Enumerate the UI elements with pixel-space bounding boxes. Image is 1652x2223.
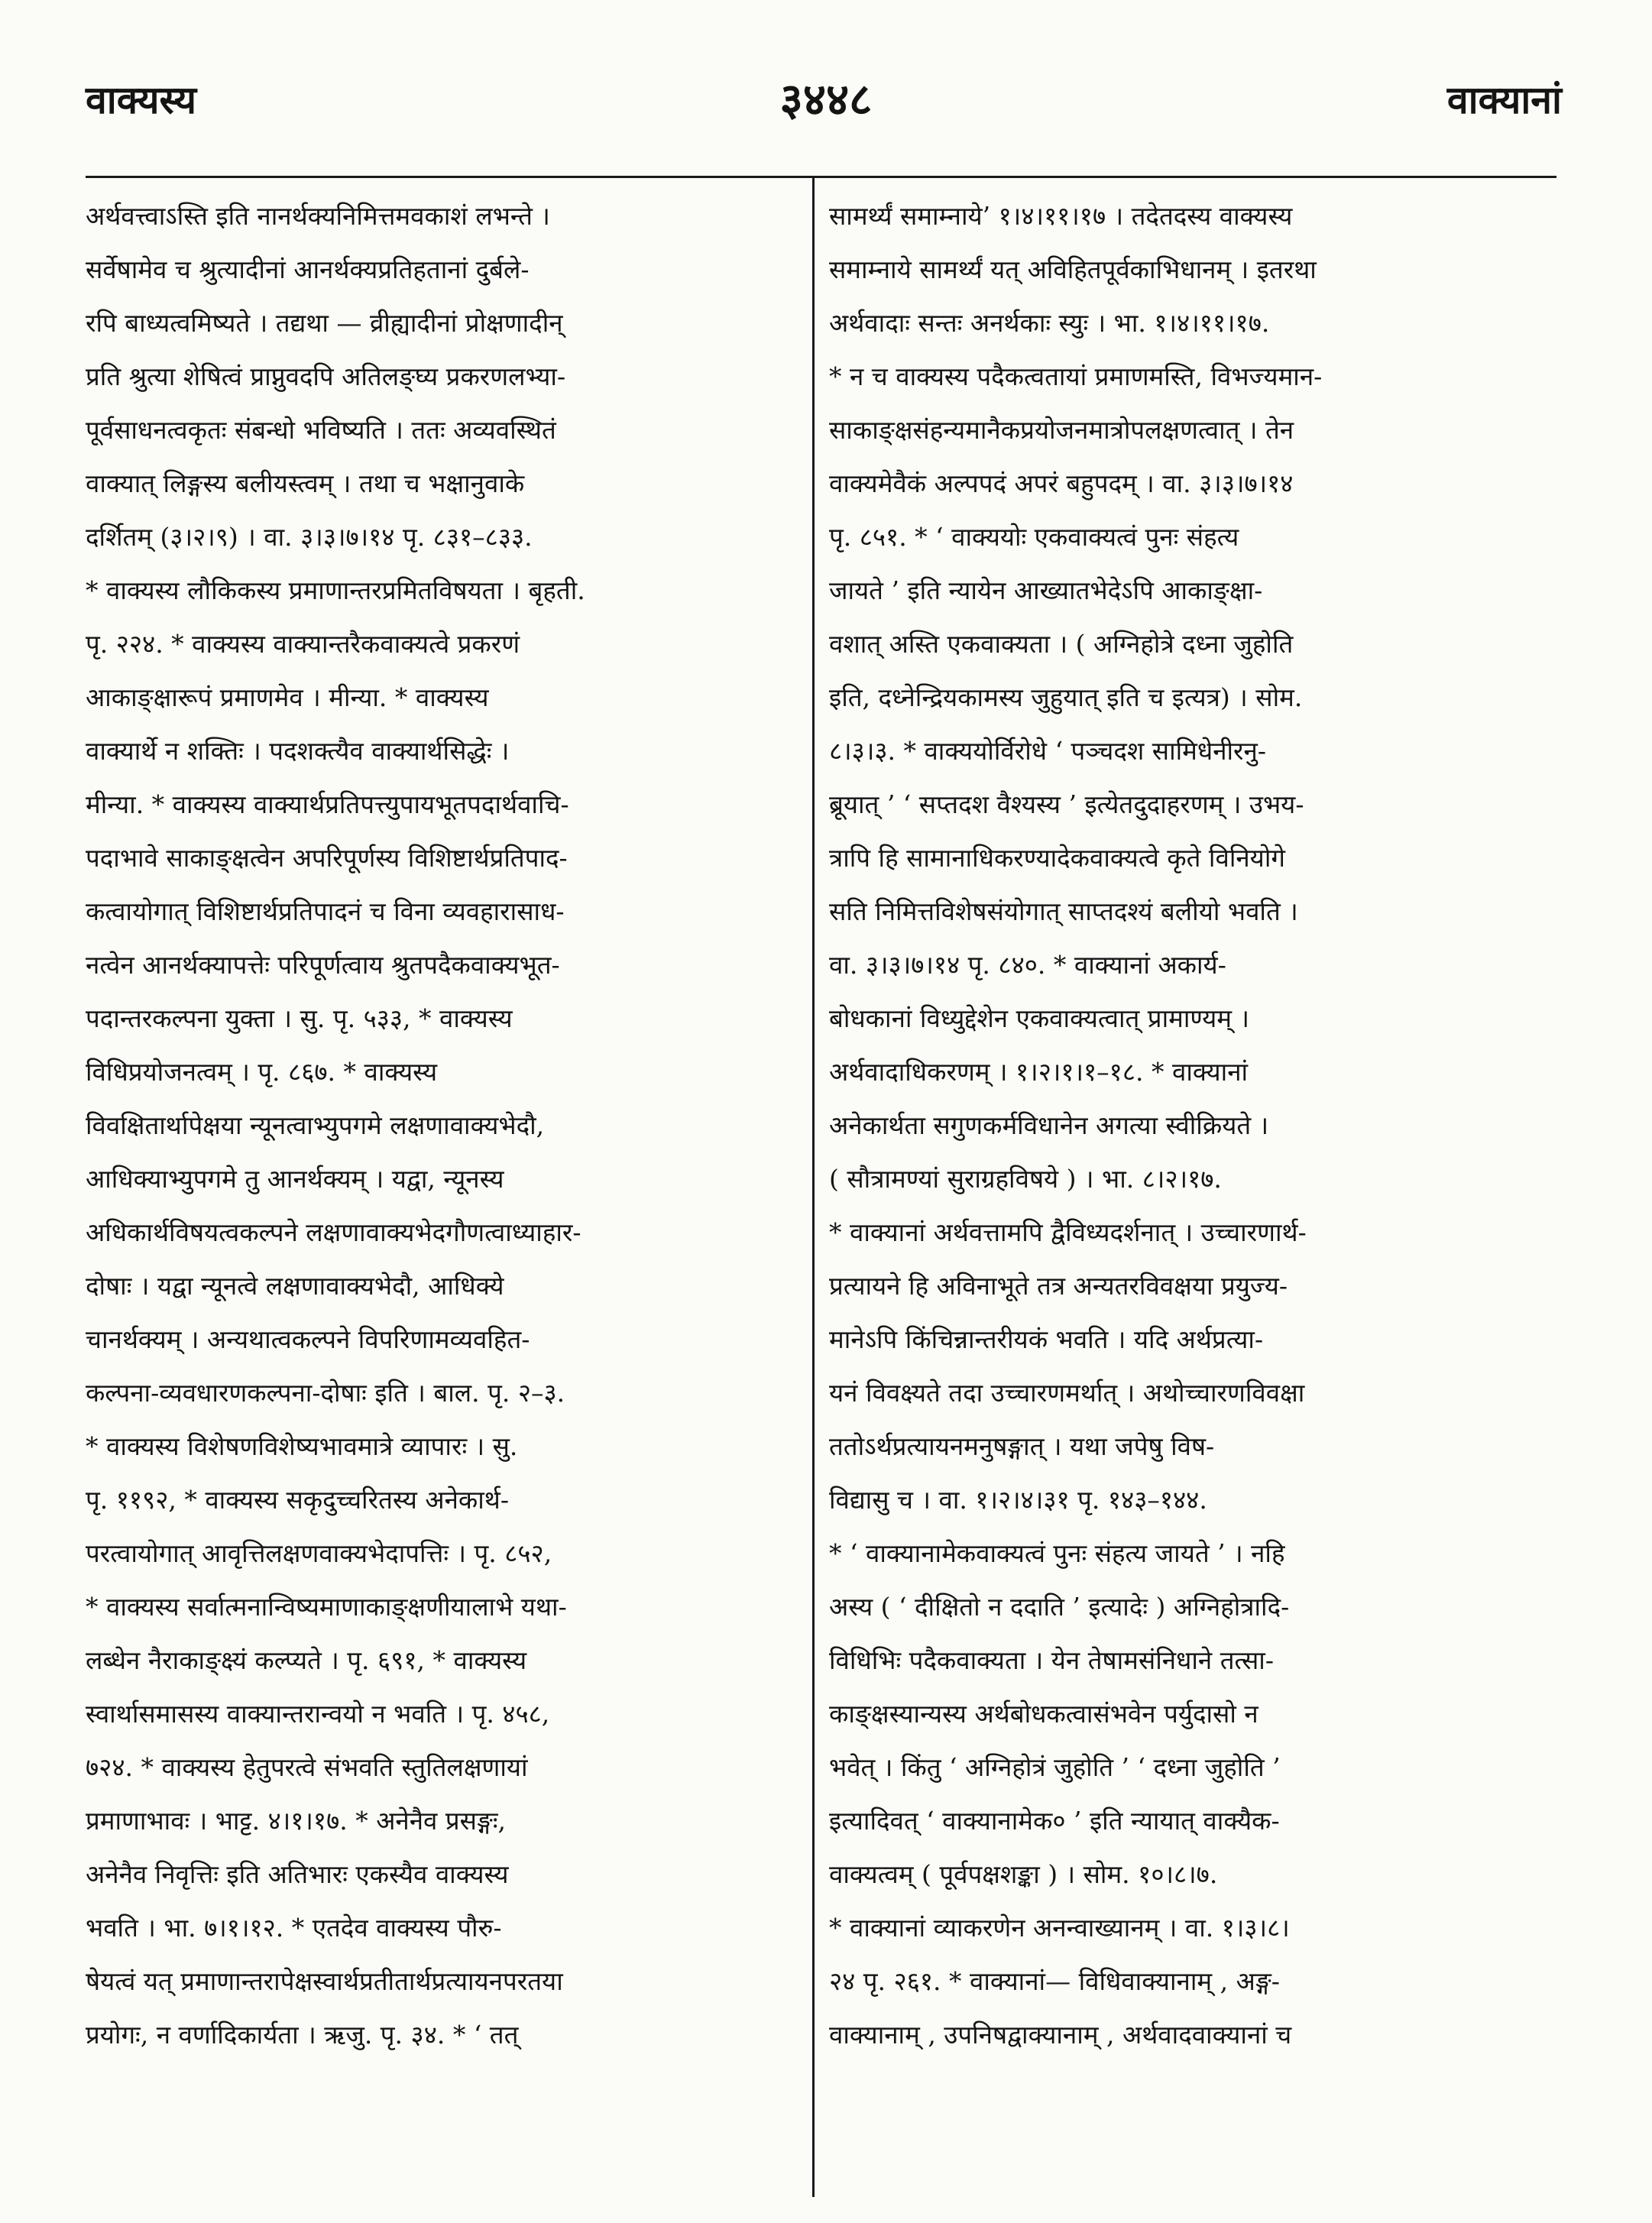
text-line [829,992,1556,1045]
text-line [86,992,789,1045]
text-line-content: * वाक्यस्य सर्वात्मनान्विष्यमाणाकाङ्क्षणीयालाभे यथा- [86,1592,567,1622]
text-line-content: पूर्वसाधनत्वकृतः संबन्धो भविष्यति । ततः अव्यवस्थितं [86,415,556,445]
text-line-content: सर्वेषामेव च श्रुत्यादीनां आनर्थक्यप्रतिहतानां दुर्बले- [86,254,530,284]
text-line-content: पदान्तरकल्पना युक्ता । सु. पृ. ५३३, * वाक्यस्य [86,1003,513,1033]
text-line-content: त्रापि हि सामानाधिकरण्यादेकवाक्यत्वे कृते विनियोगे [829,843,1285,873]
text-line [86,457,789,510]
text-line [86,1741,789,1794]
text-line [86,1687,789,1741]
text-line [829,1901,1556,1955]
text-line [829,1741,1556,1794]
text-line-content: प्रमाणाभावः । भाट्ट. ४।१।१७. * अनेनैव प्रसङ्गः, [86,1806,507,1836]
text-line-content: पदाभावे साकाङ्क्षत्वेन अपरिपूर्णस्य विशिष्टार्थप्रतिपाद- [86,843,568,873]
left-column [86,190,789,2192]
text-line [829,617,1556,671]
text-line [829,297,1556,350]
text-line-content: नत्वेन आनर्थक्यापत्तेः परिपूर्णत्वाय श्रुतपदैकवाक्यभूत- [86,950,560,980]
text-line-content: ब्रूयात् ’ ‘ सप्तदश वैश्यस्य ’ इत्येतदुदाहरणम् । उभय- [829,789,1304,819]
text-line-content: सति निमित्तविशेषसंयोगात् साप्तदश्यं बलीयो भवति । [829,896,1298,926]
text-line [829,724,1556,778]
text-line [829,1848,1556,1901]
text-line-content: बोधकानां विध्युद्देशेन एकवाक्यत्वात् प्रामाण्यम् । [829,1003,1249,1033]
text-line-content: पृ. ११९२, * वाक्यस्य सकृदुच्चरितस्य अनेकार्थ- [86,1485,510,1515]
text-line-content: ( सौत्रामण्यां सुराग्रहविषये ) । भा. ८।२।१७. [829,1164,1222,1194]
text-line [86,1313,789,1366]
text-line [86,1420,789,1473]
text-line-content: समाम्नाये सामर्थ्यं यत् अविहितपूर्वकाभिधानम् । इतरथा [829,254,1317,284]
text-line-content: विद्यासु च । वा. १।२।४।३१ पृ. १४३–१४४. [829,1485,1207,1515]
text-line-content: इति, दध्नेन्द्रियकामस्य जुहुयात् इति च इत्यत्र) । सोम. [829,682,1303,712]
text-line-content: परत्वायोगात् आवृत्तिलक्षणवाक्यभेदापत्तिः । पृ. ८५२, [86,1538,552,1568]
text-line [86,885,789,938]
text-line-content: * वाक्यस्य लौकिकस्य प्रमाणान्तरप्रमितविषयता । बृहती. [86,575,585,605]
text-line [829,1634,1556,1687]
text-line-content: वा. ३।३।७।१४ पृ. ८४०. * वाक्यानां अकार्य- [829,950,1226,980]
text-line-content: वाक्यार्थे न शक्तिः । पदशक्त्यैव वाक्यार्थसिद्धेः । [86,736,510,766]
text-line [829,190,1556,243]
text-line-content: मानेऽपि किंचिन्नान्तरीयकं भवति । यदि अर्थप्रत्या- [829,1324,1264,1354]
text-line-content: * वाक्यस्य विशेषणविशेष्यभावमात्रे व्यापारः । सु. [86,1431,518,1461]
text-line [829,778,1556,831]
text-line-content: इत्यादिवत् ‘ वाक्यानामेक० ’ इति न्यायात् वाक्यैक- [829,1806,1280,1836]
text-line [86,617,789,671]
text-line-content: काङ्क्षस्यान्यस्य अर्थबोधकत्वासंभवेन पर्युदासो न [829,1699,1258,1729]
text-line-content: विधिभिः पदैकवाक्यता । येन तेषामसंनिधाने तत्सा- [829,1645,1274,1675]
text-line [829,831,1556,885]
text-line-content: सामर्थ्यं समाम्नाये’ १।४।११।१७ । तदेतदस्य वाक्यस्य [829,201,1293,231]
text-line [86,1473,789,1527]
text-line-content: कल्पना-व्यवधारणकल्पना-दोषाः इति । बाल. पृ. २–३. [86,1378,565,1408]
text-line [86,1206,789,1259]
right-column [829,190,1556,2192]
text-line [829,1152,1556,1206]
header-rule [86,176,1556,178]
text-line [86,190,789,243]
text-line-content: वाक्यानाम् , उपनिषद्वाक्यानाम् , अर्थवादवाक्यानां च [829,2020,1292,2050]
text-line-content: षेयत्वं यत् प्रमाणान्तरापेक्षस्वार्थप्रतीतार्थप्रत्यायनपरतया [86,1966,563,1996]
text-line-content: आधिक्याभ्युपगमे तु आनर्थक्यम् । यद्वा, न्यूनस्य [86,1164,504,1194]
text-line [86,510,789,564]
text-line [829,2008,1556,2062]
text-line [86,2008,789,2062]
text-line [86,1634,789,1687]
text-line [829,510,1556,564]
text-line [829,938,1556,992]
text-line [829,350,1556,403]
text-line [86,724,789,778]
text-line [829,1313,1556,1366]
text-line-content: प्रत्यायने हि अविनाभूते तत्र अन्यतरविवक्षया प्रयुज्य- [829,1271,1288,1301]
text-line-content: अनेकार्थता सगुणकर्मविधानेन अगत्या स्वीक्रियते । [829,1110,1269,1140]
text-line [86,403,789,457]
column-divider [812,176,815,2197]
text-line [829,1580,1556,1634]
text-line [86,1901,789,1955]
text-line [829,671,1556,724]
text-line-content: पृ. २२४. * वाक्यस्य वाक्यान्तरैकवाक्यत्वे प्रकरणं [86,629,520,659]
text-line-content: ततोऽर्थप्रत्यायनमनुषङ्गात् । यथा जपेषु विष- [829,1431,1215,1461]
text-line [86,350,789,403]
text-line [86,671,789,724]
text-line-content: * वाक्यानां व्याकरणेन अनन्वाख्यानम् । वा. १।३।८। [829,1913,1290,1943]
text-line [829,1099,1556,1152]
text-line-content: * न च वाक्यस्य पदैकत्वतायां प्रमाणमस्ति, विभज्यमान- [829,361,1323,391]
text-line-content: अर्थवादाः सन्तः अनर्थकाः स्युः । भा. १।४।११।१७. [829,308,1270,338]
text-line [86,778,789,831]
text-line [829,1420,1556,1473]
text-line [829,1473,1556,1527]
text-line-content: अस्य ( ‘ दीक्षितो न ददाति ’ इत्यादेः ) अग्निहोत्रादि- [829,1592,1290,1622]
text-line-content: दोषाः । यद्वा न्यूनत्वे लक्षणावाक्यभेदौ, आधिक्ये [86,1271,504,1301]
text-line [86,564,789,617]
text-line-content: अर्थवत्त्वाऽस्ति इति नानर्थक्यनिमित्तमवकाशं लभन्ते । [86,201,550,231]
text-line [829,1366,1556,1420]
text-line [86,831,789,885]
text-line-content: कत्वायोगात् विशिष्टार्थप्रतिपादनं च विना व्यवहारासाध- [86,896,565,926]
text-line [86,1955,789,2008]
text-line-content: भवति । भा. ७।१।१२. * एतदेव वाक्यस्य पौरु- [86,1913,502,1943]
text-line [86,1848,789,1901]
text-line [829,243,1556,297]
text-line-content: वाक्यत्वम् ( पूर्वपक्षशङ्का ) । सोम. १०।८।७. [829,1859,1218,1889]
text-line [86,1580,789,1634]
text-line-content: २४ पृ. २६१. * वाक्यानां— विधिवाक्यानाम् , अङ्ग- [829,1966,1280,1996]
text-line-content: मीन्या. * वाक्यस्य वाक्यार्थप्रतिपत्त्युपायभूतपदार्थवाचि- [86,789,569,819]
text-line [86,1366,789,1420]
text-line-content: आकाङ्क्षारूपं प्रमाणमेव । मीन्या. * वाक्यस्य [86,682,489,712]
text-line-content: वशात् अस्ति एकवाक्यता । ( अग्निहोत्रे दध्ना जुहोति [829,629,1294,659]
text-line-content: भवेत् । किंतु ‘ अग्निहोत्रं जुहोति ’ ‘ दध्ना जुहोति ’ [829,1752,1281,1782]
text-line-content: रपि बाध्यत्वमिष्यते । तद्यथा — व्रीह्यादीनां प्रोक्षणादीन् [86,308,563,338]
text-line-content: प्रति श्रुत्या शेषित्वं प्राप्नुवदपि अतिलङ्घ्य प्रकरणलभ्या- [86,361,566,391]
text-line-content: ८।३।३. * वाक्ययोर्विरोधे ‘ पञ्चदश सामिधेनीरनु- [829,736,1267,766]
text-line [829,1955,1556,2008]
text-line-content: साकाङ्क्षसंहन्यमानैकप्रयोजनमात्रोपलक्षणत्वात् । तेन [829,415,1294,445]
text-line-content: लब्धेन नैराकाङ्क्ष्यं कल्प्यते । पृ. ६९१, * वाक्यस्य [86,1645,527,1675]
header-left-headword: वाक्यस्य [86,78,196,122]
text-line [829,1527,1556,1580]
header-right-headword: वाक्यानां [1446,78,1562,122]
text-line [829,1794,1556,1848]
text-line-content: विवक्षितार्थापेक्षया न्यूनत्वाभ्युपगमे लक्षणावाक्यभेदौ, [86,1110,545,1140]
text-line [829,1687,1556,1741]
text-line [86,243,789,297]
text-line-content: जायते ’ इति न्यायेन आख्यातभेदेऽपि आकाङ्क्षा- [829,575,1263,605]
text-line [829,1259,1556,1313]
text-line [86,1099,789,1152]
text-line-content: दर्शितम् (३।२।९) । वा. ३।३।७।१४ पृ. ८३१–८३३. [86,522,533,552]
text-line [86,1152,789,1206]
text-line-content: * ‘ वाक्यानामेकवाक्यत्वं पुनः संहत्य जायते ’ । नहि [829,1538,1285,1568]
text-line-content: यनं विवक्ष्यते तदा उच्चारणमर्थात् । अथोच्चारणविवक्षा [829,1378,1305,1408]
text-line [86,1259,789,1313]
text-line [86,938,789,992]
text-line [829,564,1556,617]
text-line [829,1206,1556,1259]
text-line [829,1045,1556,1099]
text-line-content: अनेनैव निवृत्तिः इति अतिभारः एकस्यैव वाक्यस्य [86,1859,509,1889]
text-line-content: वाक्यात् लिङ्गस्य बलीयस्त्वम् । तथा च भक्षानुवाके [86,468,525,498]
text-line-content: चानर्थक्यम् । अन्यथात्वकल्पने विपरिणामव्यवहित- [86,1324,530,1354]
text-line-content: * वाक्यानां अर्थवत्तामपि द्वैविध्यदर्शनात् । उच्चारणार्थ- [829,1217,1307,1247]
page-number: ३४४८ [779,73,873,125]
text-line [86,297,789,350]
text-line [86,1527,789,1580]
text-line-content: ७२४. * वाक्यस्य हेतुपरत्वे संभवति स्तुतिलक्षणायां [86,1752,528,1782]
text-line-content: प्रयोगः, न वर्णादिकार्यता । ऋजु. पृ. ३४. * ‘ तत् [86,2020,519,2050]
text-line-content: स्वार्थासमासस्य वाक्यान्तरान्वयो न भवति । पृ. ४५८, [86,1699,550,1729]
text-line [86,1794,789,1848]
text-line-content: विधिप्रयोजनत्वम् । पृ. ८६७. * वाक्यस्य [86,1057,438,1087]
text-line [86,1045,789,1099]
text-line-content: वाक्यमेवैकं अल्पपदं अपरं बहुपदम् । वा. ३।३।७।१४ [829,468,1294,498]
text-line [829,885,1556,938]
text-line-content: अर्थवादाधिकरणम् । १।२।१।१–१८. * वाक्यानां [829,1057,1249,1087]
text-line [829,457,1556,510]
text-line [829,403,1556,457]
text-line-content: पृ. ८५१. * ‘ वाक्ययोः एकवाक्यत्वं पुनः संहत्य [829,522,1239,552]
text-line-content: अधिकार्थविषयत्वकल्पने लक्षणावाक्यभेदगौणत्वाध्याहार- [86,1217,581,1247]
